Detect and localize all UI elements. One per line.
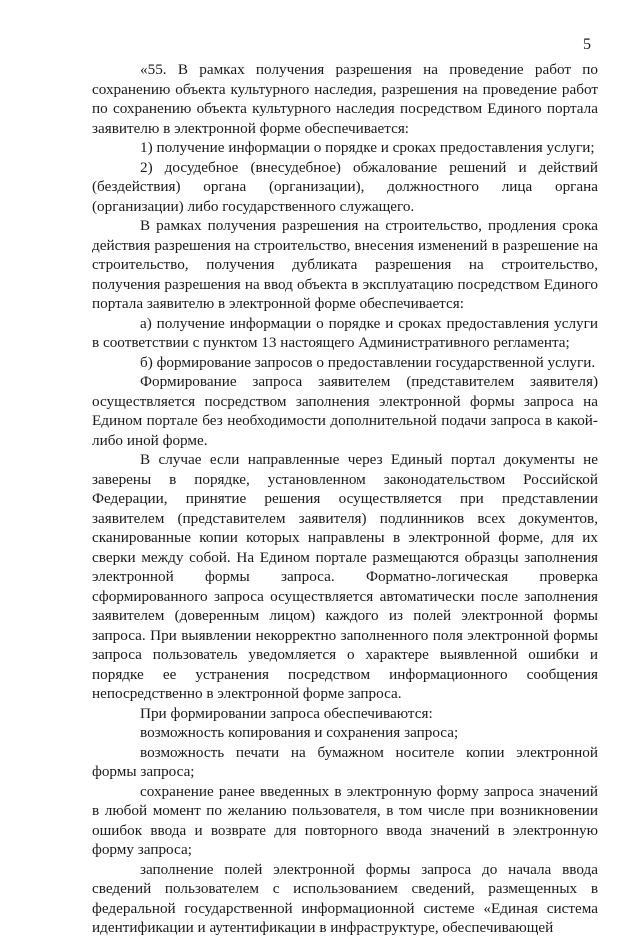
paragraph-portal-documents: В случае если направленные через Единый портал документы не заверены в порядке, установленном законодательством Российской Федерации, принятие решения осуществляется при представлении заявителем (представителем заявителя) подлинников всех документов, сканированные копии которых направлены в электронной форме, для их сверки между собой. На Едином портале размещаются образцы заполнения электронной формы запроса. Форматно-логическая проверка сформированного запроса осуществляется автоматически после заполнения заявителем (доверенным лицом) каждого из полей электронной формы запроса. При выявлении некорректно заполненного поля электронной формы запроса пользователь уведомляется о характере выявленной ошибки и порядке ее устранения посредством информационного сообщения непосредственно в электронной форме запроса. xyxy=(92,451,598,702)
feature-copy-save: возможность копирования и сохранения запроса; xyxy=(140,724,459,741)
list-item-1: 1) получение информации о порядке и сроках предоставления услуги; xyxy=(140,139,595,156)
document-body xyxy=(92,60,598,938)
paragraph-request-features: При формировании запроса обеспечиваются: xyxy=(140,704,433,722)
list-item-2: 2) досудебное (внесудебное) обжалование решений и действий (бездействия) органа (организации), должностного лица органа (организации) либо государственного служащего. xyxy=(92,158,598,215)
paragraph-construction-permit: В рамках получения разрешения на строительство, продления срока действия разрешения на строительство, внесения изменений в разрешение на строительство, получения дубликата разрешения на строительство, получения разрешения на ввод объекта в эксплуатацию посредством Единого портала заявителю в электронной форме обеспечивается: xyxy=(92,217,598,312)
list-item-b: б) формирование запросов о предоставлении государственной услуги. xyxy=(140,353,596,371)
paragraph-55-intro: «55. В рамках получения разрешения на проведение работ по сохранению объекта культурного наследия, разрешения на проведение работ по сохранению объекта культурного наследия посредством Единого портала заявителю в электронной форме обеспечивается: xyxy=(92,61,598,137)
feature-print: возможность печати на бумажном носителе копии электронной формы запроса; xyxy=(92,743,598,780)
page-number: 5 xyxy=(583,36,591,53)
list-item-a: а) получение информации о порядке и сроках предоставления услуги в соответствии с пунктом 13 настоящего Административного регламента; xyxy=(92,314,598,351)
paragraph-request-formation: Формирование запроса заявителем (представителем заявителя) осуществляется посредством заполнения электронной формы запроса на Едином портале без необходимости дополнительной подачи запроса в какой-либо иной форме. xyxy=(92,373,598,449)
feature-save-values: сохранение ранее введенных в электронную форму запроса значений в любой момент по желанию пользователя, в том числе при возникновении ошибок ввода и возврате для повторного ввода значений в электронную форму запроса; xyxy=(92,782,598,858)
feature-autofill: заполнение полей электронной формы запроса до начала ввода сведений пользователем с использованием сведений, размещенных в федеральной государственной информационной системе «Единая система идентификации и аутентификации в инфраструктуре, обеспечивающей xyxy=(92,860,598,936)
